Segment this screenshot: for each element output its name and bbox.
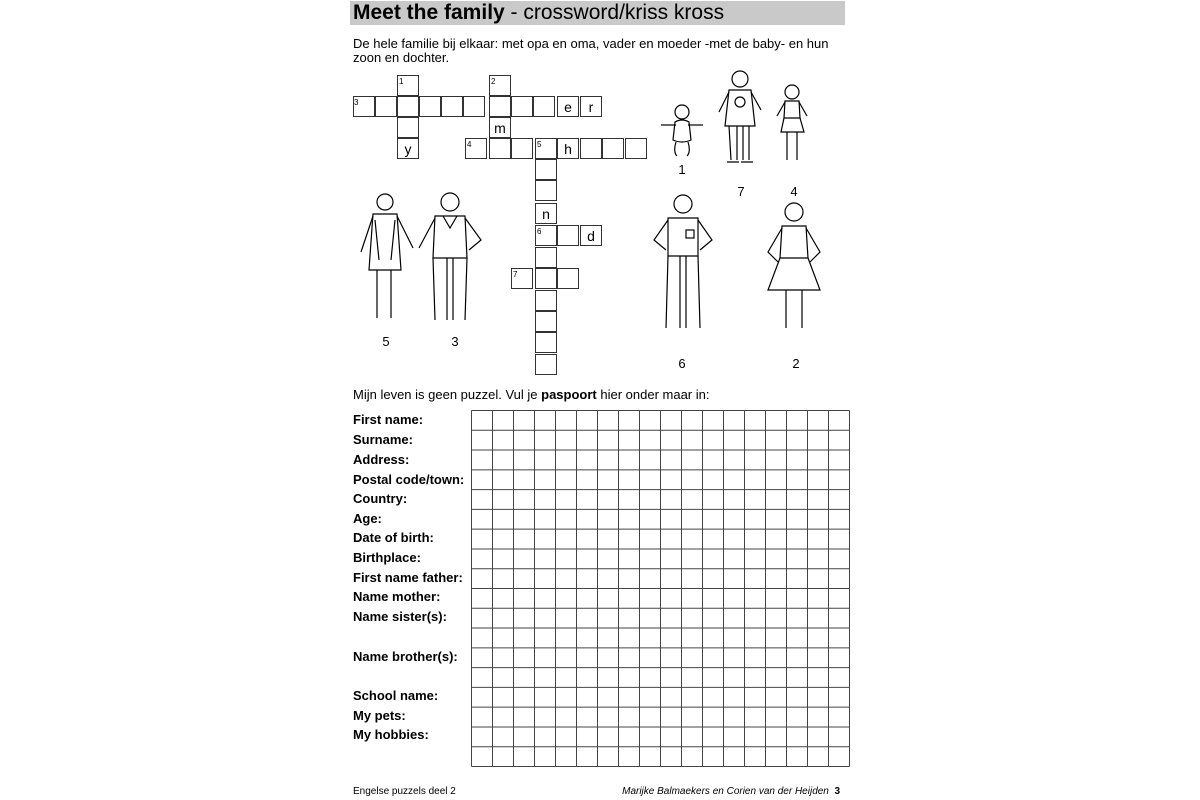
crossword-cell: e bbox=[557, 96, 579, 117]
crossword-cell[interactable] bbox=[535, 354, 557, 375]
crossword-cell[interactable] bbox=[580, 138, 602, 159]
figure-label: 2 bbox=[792, 356, 800, 371]
form-label: Birthplace: bbox=[353, 550, 421, 565]
clue-number: 4 bbox=[467, 140, 472, 149]
crossword-cell[interactable] bbox=[419, 96, 441, 117]
form-label: Postal code/town: bbox=[353, 472, 465, 487]
passport-intro bbox=[353, 387, 709, 402]
crossword-cell[interactable] bbox=[557, 225, 579, 246]
figure-label: 3 bbox=[451, 334, 459, 349]
father-figure-icon bbox=[715, 68, 765, 168]
crossword-cell[interactable] bbox=[535, 332, 557, 353]
crossword-cell[interactable] bbox=[463, 96, 485, 117]
intro-text: De hele familie bij elkaar: met opa en oma, vader en moeder -met de baby- en hun zoon en dochter. bbox=[353, 36, 829, 65]
crossword-cell[interactable] bbox=[397, 117, 419, 138]
form-label: My hobbies: bbox=[353, 727, 429, 742]
crossword-cell[interactable] bbox=[535, 290, 557, 311]
crossword-cell[interactable] bbox=[511, 138, 533, 159]
passport-grid[interactable] bbox=[471, 410, 850, 767]
figure-label: 6 bbox=[678, 356, 686, 371]
clue-number: 3 bbox=[354, 98, 359, 107]
baby-figure-icon bbox=[655, 100, 710, 160]
figure-label: 5 bbox=[382, 334, 390, 349]
page-number: 3 bbox=[834, 786, 840, 797]
clue-number: 1 bbox=[399, 77, 404, 86]
crossword-cell[interactable] bbox=[535, 180, 557, 201]
clue-number: 5 bbox=[537, 140, 542, 149]
crossword-cell[interactable] bbox=[489, 96, 511, 117]
footer-right bbox=[600, 786, 840, 797]
crossword-cell[interactable] bbox=[441, 96, 463, 117]
figure-label: 4 bbox=[790, 184, 798, 199]
crossword-cell: h bbox=[557, 138, 579, 159]
daughter-figure-icon bbox=[775, 82, 810, 167]
form-label: Name sister(s): bbox=[353, 609, 447, 624]
title-rest: - crossword/kriss kross bbox=[504, 1, 725, 24]
crossword-cell[interactable] bbox=[625, 138, 647, 159]
crossword-cell[interactable] bbox=[511, 96, 533, 117]
figure-label: 7 bbox=[737, 184, 745, 199]
passport-intro-after: hier onder maar in: bbox=[596, 387, 710, 402]
passport-intro-bold: paspoort bbox=[541, 387, 597, 402]
passport-intro-before: Mijn leven is geen puzzel. Vul je bbox=[353, 387, 542, 402]
form-label: School name: bbox=[353, 688, 439, 703]
crossword-cell: y bbox=[397, 138, 419, 159]
form-label: Country: bbox=[353, 491, 408, 506]
page-title bbox=[353, 1, 724, 25]
crossword-cell: n bbox=[535, 203, 557, 224]
form-label: Name brother(s): bbox=[353, 649, 458, 664]
crossword-cell[interactable] bbox=[602, 138, 624, 159]
son-figure-icon bbox=[648, 190, 718, 340]
clue-number: 6 bbox=[537, 227, 542, 236]
crossword-cell[interactable] bbox=[397, 96, 419, 117]
form-label: Surname: bbox=[353, 432, 413, 447]
crossword-cell: d bbox=[580, 225, 602, 246]
footer-left: Engelse puzzels deel 2 bbox=[353, 786, 456, 797]
crossword-cell[interactable] bbox=[535, 247, 557, 268]
footer-authors: Marijke Balmaekers en Corien van der Heijden bbox=[622, 786, 829, 797]
crossword-cell[interactable] bbox=[535, 159, 557, 180]
form-label: My pets: bbox=[353, 708, 406, 723]
crossword-cell[interactable] bbox=[533, 96, 555, 117]
grandma-figure-icon bbox=[355, 190, 415, 330]
figure-label: 1 bbox=[678, 162, 686, 177]
form-label: First name: bbox=[353, 412, 424, 427]
mother-figure-icon bbox=[762, 200, 827, 340]
crossword-cell[interactable] bbox=[375, 96, 397, 117]
crossword-cell: r bbox=[580, 96, 602, 117]
crossword-cell[interactable] bbox=[489, 138, 511, 159]
clue-number: 7 bbox=[513, 270, 518, 279]
form-label: Age: bbox=[353, 511, 382, 526]
crossword-cell[interactable] bbox=[557, 268, 579, 289]
title-bold: Meet the family bbox=[353, 1, 505, 24]
form-label: First name father: bbox=[353, 570, 463, 585]
crossword-cell[interactable] bbox=[535, 311, 557, 332]
crossword-cell[interactable] bbox=[535, 268, 557, 289]
grandpa-figure-icon bbox=[415, 188, 490, 333]
form-label: Date of birth: bbox=[353, 530, 434, 545]
crossword-cell: m bbox=[489, 117, 511, 138]
form-label: Name mother: bbox=[353, 589, 441, 604]
clue-number: 2 bbox=[491, 77, 496, 86]
form-label: Address: bbox=[353, 452, 410, 467]
